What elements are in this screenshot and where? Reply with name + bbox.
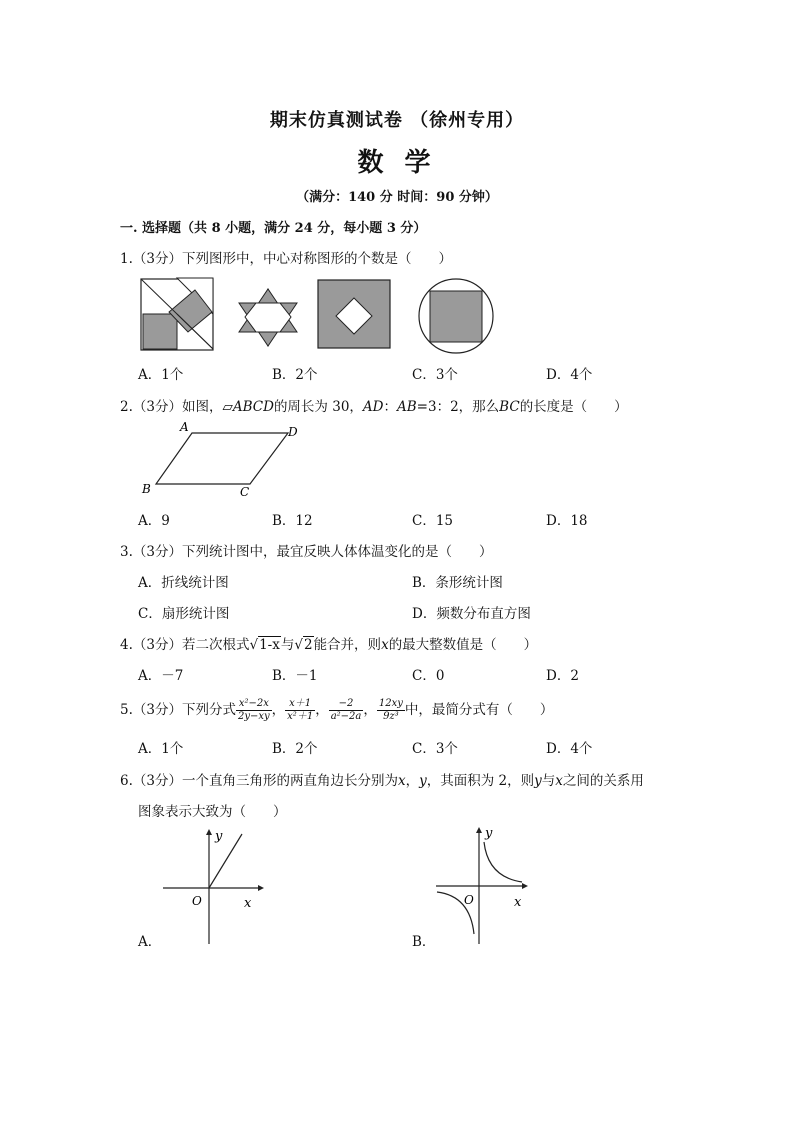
section-heading: 一. 选择题（共 8 小题，满分 24 分，每小题 3 分） — [120, 221, 427, 236]
fraction-1: $\frac{\text{x²−2x}}{2y-xy}$ — [237, 698, 270, 722]
q5-option-d[interactable]: D．4个 — [546, 741, 593, 757]
label-c: C — [240, 485, 250, 499]
sqrt-icon: √ — [294, 637, 303, 653]
question-4-stem: 4.（3分）若二次根式√1-x与√2能合并，则x的最大整数值是（ ） — [120, 637, 538, 653]
q6-option-a[interactable]: A． — [138, 934, 162, 950]
graph-b-hyperbola — [434, 822, 534, 946]
fraction-4: $\frac{12xy}{\text{9z³}}$ — [378, 698, 403, 722]
label-b: B — [142, 482, 151, 496]
graph-a-linear — [160, 826, 270, 946]
label-a: A — [180, 420, 189, 434]
q5-option-a[interactable]: A．1个 — [138, 741, 184, 757]
question-5-stem: 5.（3分）下列分式 $\frac{\text{x²−2x}}{2y-xy}$ ， $\frac{x+1}{\text{x²＋1}}$ ， $\frac{-2}{\text{a²−2a}}$ ， $\frac{12xy}{\text{9z³}}$ 中，最简分式有（ ） — [120, 698, 554, 722]
q2-option-a[interactable]: A．9 — [138, 513, 170, 529]
sqrt-icon: √ — [249, 637, 259, 653]
q1-option-b[interactable]: B．2个 — [272, 367, 318, 383]
svg-text:y: y — [215, 829, 223, 844]
question-2-stem: 2.（3分）如图，▱ABCD的周长为 30，AD：AB=3：2，那么BC的长度是（ ） — [120, 399, 628, 415]
question-1-stem: 1.（3分）下列图形中，中心对称图形的个数是（ ） — [120, 251, 452, 267]
question-1-figures — [138, 276, 498, 356]
fraction-3: $\frac{-2}{\text{a²−2a}}$ — [330, 698, 362, 722]
label-d: D — [288, 425, 298, 439]
q2-option-c[interactable]: C．15 — [412, 513, 454, 529]
figure-square-diagonal — [141, 278, 213, 350]
subject-title: 数 学 — [357, 148, 437, 178]
svg-text:O: O — [192, 894, 202, 908]
q5-option-c[interactable]: C．3个 — [412, 741, 458, 757]
figure-circle-square — [419, 279, 493, 353]
q1-option-d[interactable]: D．4个 — [546, 367, 593, 383]
figure-hexagram — [239, 289, 297, 346]
q2-option-d[interactable]: D．18 — [546, 513, 588, 529]
q3-option-c[interactable]: C．扇形统计图 — [138, 606, 230, 622]
q3-option-d[interactable]: D．频数分布直方图 — [412, 606, 531, 622]
exam-info: （满分：140 分 时间：90 分钟） — [296, 190, 498, 205]
question-2-parallelogram — [138, 418, 308, 502]
q3-option-a[interactable]: A．折线统计图 — [138, 575, 229, 591]
question-6-stem-line2: 图象表示大致为（ ） — [138, 804, 287, 820]
q4-option-d[interactable]: D．2 — [546, 668, 579, 684]
fraction-2: $\frac{x+1}{\text{x²＋1}}$ — [287, 698, 314, 722]
q4-option-a[interactable]: A．－7 — [138, 668, 184, 684]
q3-option-b[interactable]: B．条形统计图 — [412, 575, 503, 591]
question-6-stem-line1: 6.（3分）一个直角三角形的两直角边长分别为x，y，其面积为 2，则y与x之间的关系用 — [120, 773, 644, 789]
question-3-stem: 3.（3分）下列统计图中，最宜反映人体体温变化的是（ ） — [120, 544, 493, 560]
svg-text:y: y — [485, 826, 493, 841]
svg-text:x: x — [244, 896, 252, 911]
q4-option-c[interactable]: C．0 — [412, 668, 445, 684]
svg-text:x: x — [514, 895, 522, 910]
q2-option-b[interactable]: B．12 — [272, 513, 313, 529]
svg-text:O: O — [464, 893, 474, 907]
q1-option-c[interactable]: C．3个 — [412, 367, 458, 383]
q1-option-a[interactable]: A．1个 — [138, 367, 184, 383]
figure-square-with-diamond — [318, 280, 390, 348]
exam-title: 期末仿真测试卷 （徐州专用） — [269, 110, 525, 131]
q5-option-b[interactable]: B．2个 — [272, 741, 318, 757]
q6-option-b[interactable]: B． — [412, 934, 436, 950]
q4-option-b[interactable]: B．－1 — [272, 668, 318, 684]
